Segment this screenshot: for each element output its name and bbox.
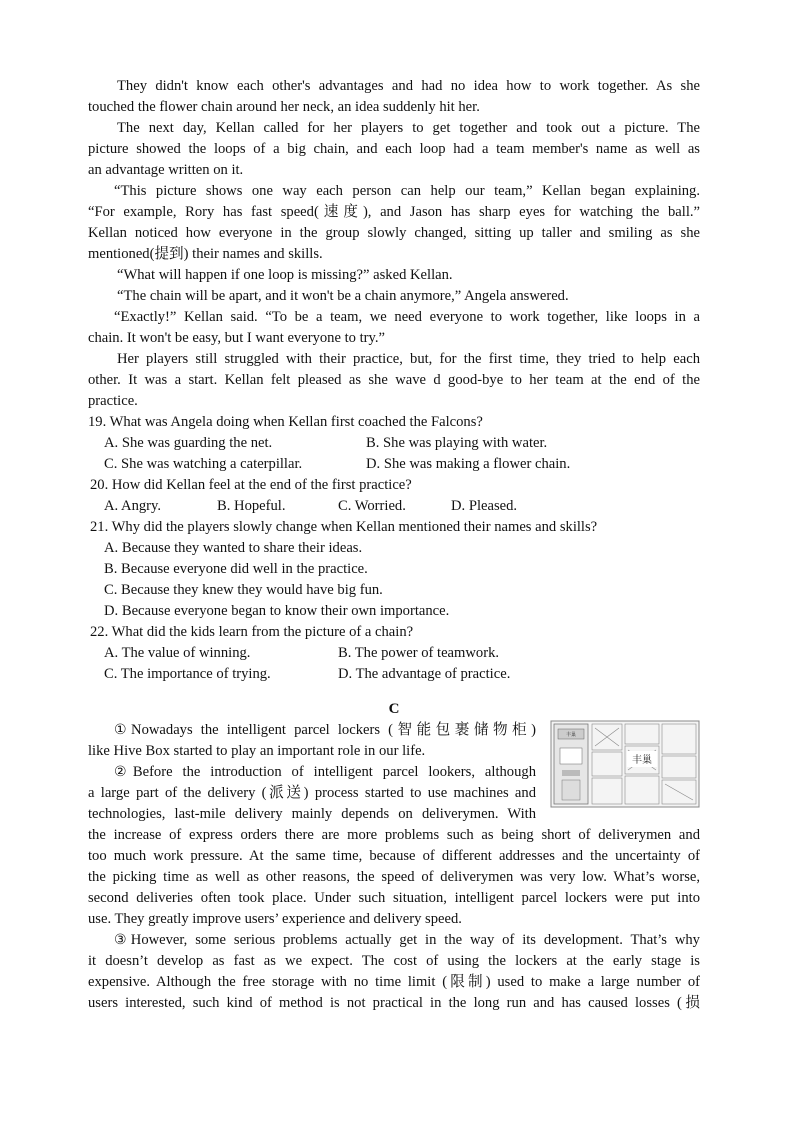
passage-c-line: the picking time as well as other reasons, the speed of deliverymen was very low. What’s worse, <box>88 869 700 885</box>
passage-c-line: users interested, such kind of method is not practical in the long run and has caused losses (损 <box>88 995 700 1011</box>
option-b: B. She was playing with water. <box>366 435 548 451</box>
option-a: A. The value of winning. <box>104 645 251 661</box>
image-brand-label: 丰巢 <box>632 755 652 766</box>
passage-b-line: picture showed the loops of a big chain, and each loop had a team member's name as well as <box>88 141 700 157</box>
option-d: D. Pleased. <box>451 498 518 514</box>
passage-b-line: practice. <box>88 393 138 409</box>
question-19-options-row <box>88 433 700 454</box>
passage-b-line: “For example, Rory has fast speed(速度), and Jason has sharp eyes for watching the ball.” <box>88 204 700 220</box>
question-22: 22. What did the kids learn from the picture of a chain? <box>90 624 414 640</box>
paragraph-number: ② <box>114 764 133 780</box>
option-a: A. Because they wanted to share their ideas. <box>104 540 363 556</box>
passage-b-line: The next day, Kellan called for her players to get together and took out a picture. The <box>117 120 700 136</box>
option-c: C. Because they knew they would have big fun. <box>104 582 383 598</box>
option-d: D. Because everyone began to know their own importance. <box>104 603 450 619</box>
passage-b-line: mentioned(提到) their names and skills. <box>88 246 323 262</box>
passage-b-line: They didn't know each other's advantages and had no idea how to work together. As she <box>117 78 700 94</box>
section-title: C <box>388 701 400 717</box>
passage-c-line: use. They greatly improve users’ experience and delivery speed. <box>88 911 462 927</box>
passage-b-line: other. It was a start. Kellan felt pleased as she wave d good-bye to her team at the end of the <box>88 372 700 388</box>
question-20: 20. How did Kellan feel at the end of the first practice? <box>90 477 412 493</box>
passage-b-line: Her players still struggled with their practice, but, for the first time, they tried to help each <box>117 351 700 367</box>
parcel-locker-image <box>550 720 700 808</box>
passage-b-line: touched the flower chain around her neck, an idea suddenly hit her. <box>88 99 480 115</box>
option-b: B. Because everyone did well in the practice. <box>104 561 368 577</box>
paragraph-number: ① <box>114 722 132 738</box>
question-20-options-row <box>88 496 700 517</box>
passage-c-line: ③However, some serious problems actually get in the way of its development. That’s why <box>114 932 700 948</box>
passage-b-line: “The chain will be apart, and it won't be a chain anymore,” Angela answered. <box>117 288 569 304</box>
passage-c-intro <box>88 720 700 825</box>
question-22-options-row <box>88 664 700 685</box>
option-d: D. She was making a flower chain. <box>366 456 571 472</box>
question-19-options-row <box>88 454 700 475</box>
page <box>88 76 700 1014</box>
passage-c-line: expensive. Although the free storage with no time limit (限制) used to make a large number of <box>88 974 700 990</box>
passage-c-line: it doesn’t develop as fast as we expect. The cost of using the lockers at the early stage is <box>88 953 700 969</box>
option-b: B. The power of teamwork. <box>338 645 500 661</box>
passage-b-line: “Exactly!” Kellan said. “To be a team, we need everyone to work together, like loops in a <box>114 309 700 325</box>
passage-c-line: like Hive Box started to play an important role in our life. <box>88 743 426 759</box>
option-a: A. She was guarding the net. <box>104 435 273 451</box>
passage-c-line: second deliveries often took place. Under such situation, intelligent parcel lockers were put into <box>88 890 700 906</box>
image-brand-label-small: 丰巢 <box>565 732 577 738</box>
passage-b-line: Kellan noticed how everyone in the group slowly changed, sitting up taller and smiling as she <box>88 225 700 241</box>
question-21: 21. Why did the players slowly change when Kellan mentioned their names and skills? <box>90 519 598 535</box>
passage-c-line: ①Nowadays the intelligent parcel lockers (智能包裹储物柜) <box>114 722 536 738</box>
passage-c-line: technologies, last-mile delivery mainly depends on deliverymen. With <box>88 806 536 822</box>
passage-c-line: ②Before the introduction of intelligent parcel lookers, although <box>114 764 536 780</box>
option-d: D. The advantage of practice. <box>338 666 511 682</box>
passage-b-line: chain. It won't be easy, but I want everyone to try.” <box>88 330 385 346</box>
option-a: A. Angry. <box>104 498 162 514</box>
passage-c-line: a large part of the delivery (派送) process started to use machines and <box>88 785 536 801</box>
passage-c-line: too much work pressure. At the same time, because of different addresses and the uncertainty of <box>88 848 700 864</box>
option-b: B. Hopeful. <box>217 498 286 514</box>
passage-b-line: “This picture shows one way each person can help our team,” Kellan began explaining. <box>114 183 700 199</box>
passage-b-line: an advantage written on it. <box>88 162 244 178</box>
option-c: C. Worried. <box>338 498 406 514</box>
question-19: 19. What was Angela doing when Kellan first coached the Falcons? <box>88 414 483 430</box>
option-c: C. The importance of trying. <box>104 666 271 682</box>
passage-b-line: “What will happen if one loop is missing?” asked Kellan. <box>117 267 453 283</box>
question-22-options-row <box>88 643 700 664</box>
option-c: C. She was watching a caterpillar. <box>104 456 303 472</box>
paragraph-number: ③ <box>114 932 131 948</box>
passage-c-line: the increase of express orders there are more problems such as being short of deliverymen and <box>88 827 700 843</box>
